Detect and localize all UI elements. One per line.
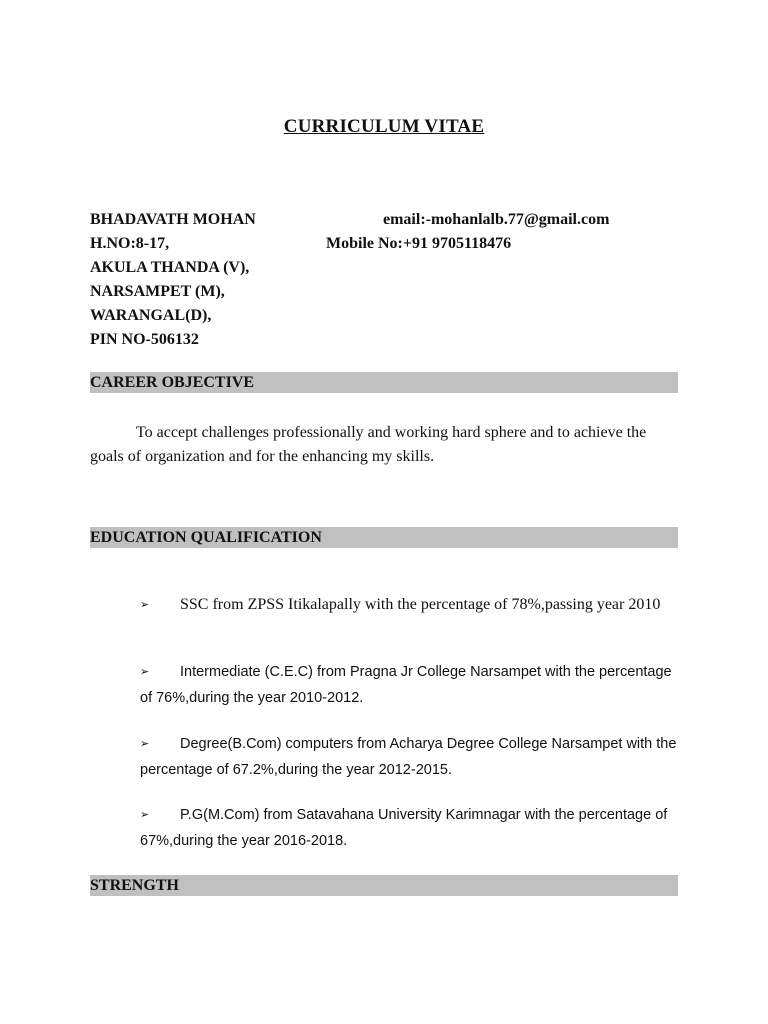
education-item-degree bbox=[140, 731, 680, 783]
arrow-bullet-icon: ➢ bbox=[140, 598, 150, 611]
education-item-text: SSC from ZPSS Itikalapally with the percentage of 78%,passing year 2010 bbox=[180, 596, 661, 613]
applicant-name: BHADAVATH MOHAN bbox=[90, 211, 256, 228]
career-objective-header bbox=[90, 372, 678, 393]
arrow-bullet-icon: ➢ bbox=[140, 737, 150, 750]
arrow-bullet-icon: ➢ bbox=[140, 808, 150, 821]
strength-header bbox=[90, 875, 678, 896]
education-item-text: Intermediate (C.E.C) from Pragna Jr College Narsampet with the percentage of 76%,during the year 2010-2012. bbox=[140, 664, 672, 706]
arrow-bullet-icon: ➢ bbox=[140, 665, 150, 678]
address-village: AKULA THANDA (V), bbox=[90, 259, 250, 276]
career-objective-heading: CAREER OBJECTIVE bbox=[90, 374, 255, 391]
email-address: email:-mohanlalb.77@gmail.com bbox=[383, 211, 610, 228]
education-item-ssc bbox=[140, 592, 680, 618]
education-heading: EDUCATION QUALIFICATION bbox=[90, 529, 322, 546]
address-mandal: NARSAMPET (M), bbox=[90, 283, 225, 300]
education-item-pg bbox=[140, 802, 680, 854]
career-objective-text: To accept challenges professionally and working hard sphere and to achieve the goals of organization and for the enhancing my skills. bbox=[90, 424, 647, 465]
address-house-number: H.NO:8-17, bbox=[90, 235, 170, 252]
education-header bbox=[90, 527, 678, 548]
mobile-number: Mobile No:+91 9705118476 bbox=[326, 235, 512, 252]
education-item-text: Degree(B.Com) computers from Acharya Degree College Narsampet with the percentage of 67.2%,during the year 2012-2015. bbox=[140, 736, 677, 778]
strength-heading: STRENGTH bbox=[90, 877, 179, 894]
address-pin: PIN NO-506132 bbox=[90, 331, 199, 348]
education-item-intermediate bbox=[140, 659, 680, 711]
education-item-text: P.G(M.Com) from Satavahana University Karimnagar with the percentage of 67%,during the year 2016-2018. bbox=[140, 807, 668, 849]
address-district: WARANGAL(D), bbox=[90, 307, 212, 324]
document-title: CURRICULUM VITAE bbox=[283, 116, 485, 137]
